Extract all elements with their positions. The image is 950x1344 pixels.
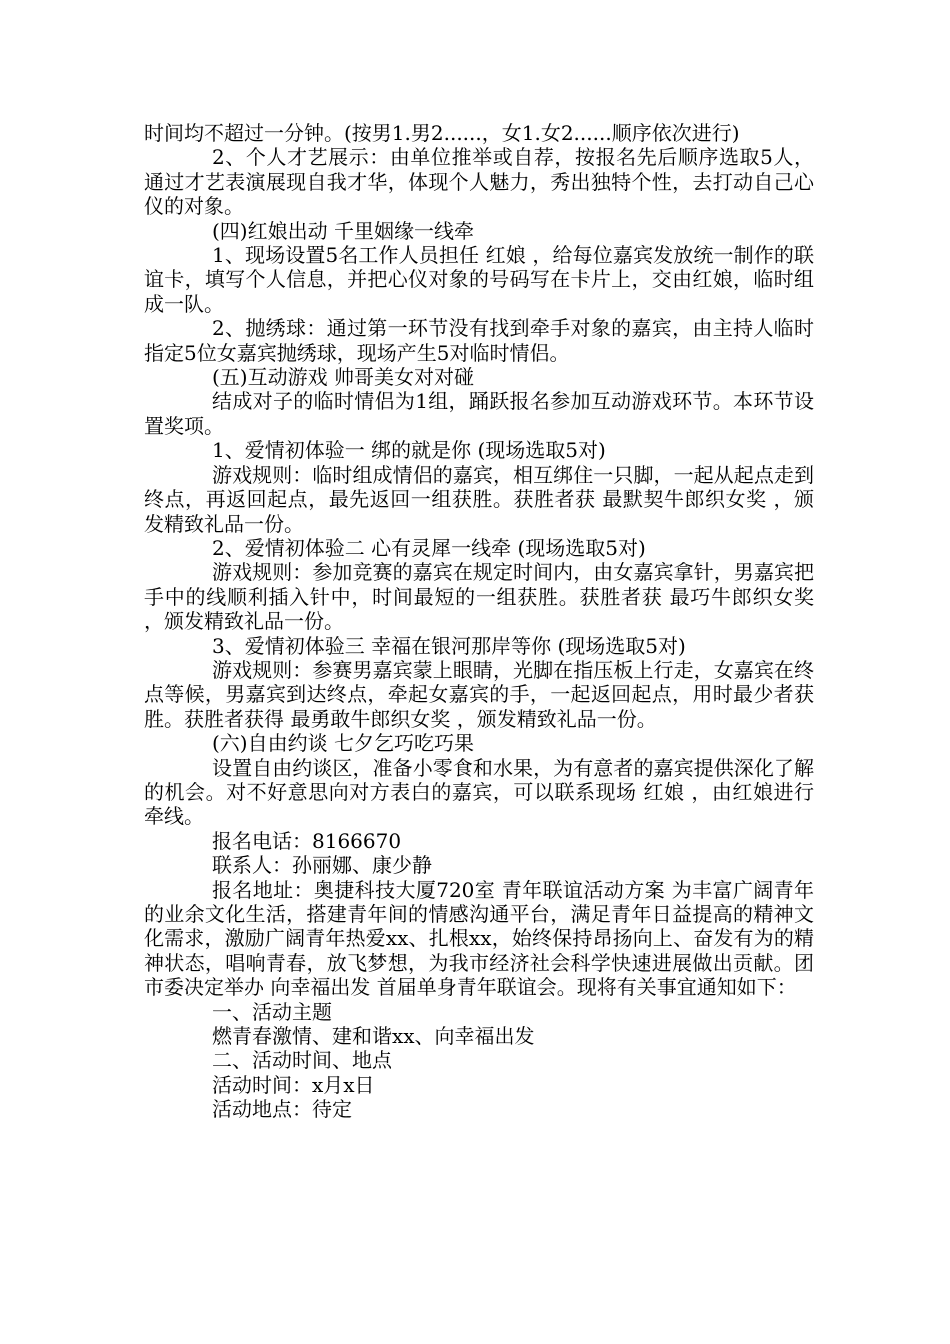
game-heading-3: 3、爱情初体验三 幸福在银河那岸等你 (现场选取5对) [212, 633, 686, 658]
game-rules-3: 游戏规则：参赛男嘉宾蒙上眼睛，光脚在指压板上行走，女嘉宾在终点等候，男嘉宾到达终点，牵起女嘉宾的手，一起返回起点，用时最少者获胜。获胜者获得 最勇敢牛郎织女奖 ，颁发精致礼品一份。 [144, 657, 814, 731]
activity-time: 活动时间：x月x日 [212, 1072, 375, 1097]
game-rules-2: 游戏规则：参加竞赛的嘉宾在规定时间内，由女嘉宾拿针，男嘉宾把手中的线顺利插入针中，时间最短的一组获胜。获胜者获 最巧牛郎织女奖 ，颁发精致礼品一份。 [144, 560, 814, 634]
game-heading-2: 2、爱情初体验二 心有灵犀一线牵 (现场选取5对) [212, 535, 646, 560]
section-heading-free-talk: (六)自由约谈 七夕乞巧吃巧果 [212, 731, 474, 756]
paragraph-free-talk: 设置自由约谈区，准备小零食和水果，为有意者的嘉宾提供深化了解的机会。对不好意思向对方表白的嘉宾，可以联系现场 红娘 ，由红娘进行牵线。 [144, 755, 814, 829]
paragraph-talent-show: 2、个人才艺展示：由单位推举或自荐，按报名先后顺序选取5人，通过才艺表演展现自我才华，体现个人魅力，秀出独特个性，去打动自己心仪的对象。 [144, 145, 814, 219]
theme-text: 燃青春激情、建和谐xx、向幸福出发 [212, 1024, 535, 1049]
section-heading-interactive-games: (五)互动游戏 帅哥美女对对碰 [212, 365, 474, 390]
paragraph-matchmaker-staff: 1、现场设置5名工作人员担任 红娘 ，给每位嘉宾发放统一制作的联谊卡，填写个人信息，并把心仪对象的号码写在卡片上，交由红娘，临时组成一队。 [144, 243, 814, 316]
paragraph-time-limit: 时间均不超过一分钟。(按男1.男2......，女1.女2......顺序依次进行) [144, 121, 740, 145]
contact-persons: 联系人：孙丽娜、康少静 [212, 853, 432, 878]
game-heading-1: 1、爱情初体验一 绑的就是你 (现场选取5对) [212, 438, 606, 463]
game-rules-1: 游戏规则：临时组成情侣的嘉宾，相互绑住一只脚，一起从起点走到终点，再返回起点，最先返回一组获胜。获胜者获 最默契牛郎织女奖 ，颁发精致礼品一份。 [144, 462, 814, 536]
section-heading-matchmaker: (四)红娘出动 千里姻缘一线牵 [212, 218, 474, 243]
document-page [144, 121, 814, 1122]
section-heading-time-location: 二、活动时间、地点 [212, 1048, 392, 1073]
paragraph-throw-ball: 2、抛绣球：通过第一环节没有找到牵手对象的嘉宾，由主持人临时指定5位女嘉宾抛绣球，现场产生5对临时情侣。 [144, 316, 814, 365]
registration-phone: 报名电话：8166670 [212, 828, 402, 853]
registration-address: 报名地址：奥捷科技大厦720室 青年联谊活动方案 为丰富广阔青年的业余文化生活，搭建青年间的情感沟通平台，满足青年日益提高的精神文化需求，激励广阔青年热爱xx、扎根xx，始终保持昂扬向上、奋发有为的精神状态，唱响青春，放飞梦想，为我市经济社会科学快速进展做出贡献。团市委决定举办 向幸福出发 首届单身青年联谊会。现将有关事宜通知如下： [144, 877, 814, 1000]
section-heading-theme: 一、活动主题 [212, 999, 332, 1024]
paragraph-games-intro: 结成对子的临时情侣为1组，踊跃报名参加互动游戏环节。本环节设置奖项。 [144, 389, 814, 438]
activity-location: 活动地点：待定 [212, 1097, 352, 1122]
